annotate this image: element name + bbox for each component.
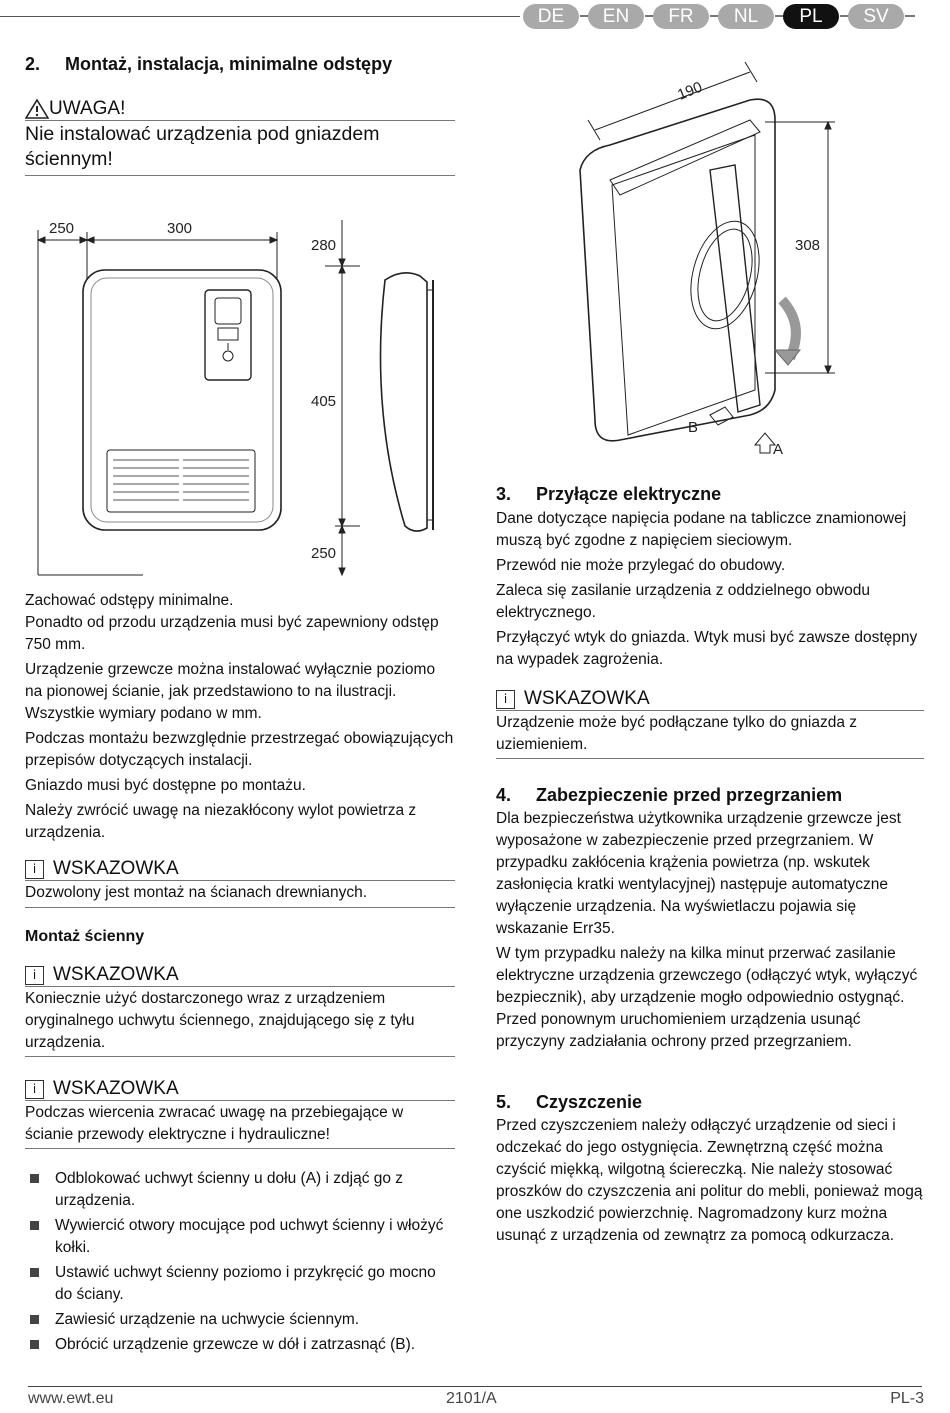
section-title: Czyszczenie [536, 1092, 643, 1112]
paragraph: W tym przypadku należy na kilka minut przerwać zasilanie elektryczne urządzenia grzewczego (odłączyć wtyk, wyłączyć bezpiecznik), aby urządzenie mogło odpowiednio ostygnąć. [496, 945, 918, 1006]
section-number: 2. [25, 54, 41, 74]
section-4-heading [496, 785, 842, 806]
note-label: WSKAZOWKA [53, 1078, 179, 1099]
section-title: Montaż, instalacja, minimalne odstępy [65, 54, 393, 74]
dim-label: 190 [675, 78, 705, 104]
paragraph: Przyłączyć wtyk do gniazda. Wtyk musi być zawsze dostępny na wypadek zagrożenia. [496, 629, 918, 668]
section-5-body [496, 1115, 926, 1250]
label-b: B [688, 419, 699, 436]
section-number: 3. [496, 484, 512, 504]
paragraph: Zaleca się zasilanie urządzenia z oddzielnego obwodu elektrycznego. [496, 582, 870, 621]
list-item: Zawiesić urządzenie na uchwycie ściennym. [25, 1309, 455, 1331]
list-item: Ustawić uchwyt ścienny poziomo i przykręcić go mocno do ściany. [25, 1262, 455, 1306]
clearance-diagram [25, 210, 465, 585]
rule [496, 710, 924, 711]
warning-heading [25, 98, 125, 120]
mounting-steps [25, 1168, 455, 1359]
lang-tab-de[interactable]: DE [523, 4, 579, 29]
section-title: Przyłącze elektryczne [536, 484, 722, 504]
paragraph-line: Zachować odstępy minimalne. [25, 592, 234, 609]
footer-rule [28, 1386, 922, 1387]
warning-text: Nie instalować urządzenia pod gniazdem ściennym! [25, 123, 380, 170]
section-3-body [496, 508, 926, 674]
rule [25, 175, 455, 176]
list-item: Odblokować uchwyt ścienny u dołu (A) i zdjąć go z urządzenia. [25, 1168, 455, 1212]
section-title: Zabezpieczenie przed przegrzaniem [536, 785, 843, 805]
paragraph: Przed czyszczeniem należy odłączyć urządzenie od sieci i odczekać do jego ostygnięcia. Zewnętrzną część można czyścić miękką, wilgotną ściereczką. Nie należy stosować proszków do czyszczenia ani politur do mebli, ponieważ mogą one uszkodzić powierzchnię. Nagromadzony kurz można usunąć z urządzenia od zewnątrz za pomocą odkurzacza. [496, 1117, 923, 1244]
info-icon: i [25, 860, 44, 879]
footer-page-number: PL-3 [890, 1390, 924, 1407]
section-number: 5. [496, 1092, 512, 1112]
section-2-body [25, 590, 455, 847]
note-text: Podczas wiercenia zwracać uwagę na przebiegające w ścianie przewody elektryczne i hydrauliczne! [25, 1104, 404, 1143]
paragraph: Urządzenie grzewcze można instalować wyłącznie poziomo na pionowej ścianie, jak przedstawiono to na ilustracji. Wszystkie wymiary podano w mm. [25, 661, 436, 722]
note-text: Dozwolony jest montaż na ścianach drewnianych. [25, 884, 368, 901]
paragraph: Dla bezpieczeństwa użytkownika urządzenie grzewcze jest wyposażone w zabezpieczenie przed przegrzaniem. W przypadku zakłócenia krążenia powietrza (np. wskutek zasłonięcia kratki wentylacyjnej) następuje automatyczne wyłączenie urządzenia. Na wyświetlaczu pojawia się wskazanie Err35. [496, 810, 901, 937]
rule [496, 758, 924, 759]
paragraph: Podczas montażu bezwzględnie przestrzegać obowiązujących przepisów dotyczących instalacji. [25, 730, 454, 769]
note-text: Koniecznie użyć dostarczonego wraz z urządzeniem oryginalnego uchwytu ściennego, znajdującego się z tyłu urządzenia. [25, 990, 415, 1051]
dim-label: 405 [311, 393, 337, 410]
rule [25, 986, 455, 987]
paragraph: Przed ponownym uruchomieniem urządzenia usunąć przyczyny zadziałania ochrony przed przegrzaniem. [496, 1011, 861, 1050]
section-3-heading [496, 484, 721, 505]
subheading-wall-mount: Montaż ścienny [25, 928, 145, 945]
note-text: Urządzenie może być podłączane tylko do gniazda z uziemieniem. [496, 714, 858, 753]
tab-divider [905, 15, 915, 17]
rule [25, 880, 455, 881]
note-heading [25, 858, 179, 880]
paragraph [25, 590, 455, 656]
footer-code: 2101/A [446, 1390, 497, 1407]
rule [25, 120, 455, 121]
footer-website[interactable]: www.ewt.eu [28, 1390, 114, 1407]
note-label: WSKAZOWKA [524, 688, 650, 709]
info-icon: i [25, 966, 44, 985]
dim-label: 250 [311, 545, 337, 562]
rule [25, 907, 455, 908]
warning-label: UWAGA! [49, 98, 126, 119]
lang-tab-sv[interactable]: SV [848, 4, 904, 29]
section-number: 4. [496, 785, 512, 805]
paragraph: Przewód nie może przylegać do obudowy. [496, 557, 786, 574]
list-item: Wywiercić otwory mocujące pod uchwyt ścienny i włożyć kołki. [25, 1215, 455, 1259]
note-heading [25, 964, 179, 986]
paragraph-line: Ponadto od przodu urządzenia musi być zapewniony odstęp 750 mm. [25, 614, 439, 653]
dim-label: 280 [311, 237, 337, 254]
note-heading [25, 1078, 179, 1100]
note-label: WSKAZOWKA [53, 858, 179, 879]
note-heading [496, 688, 650, 710]
info-icon: i [496, 690, 515, 709]
section-4-body [496, 808, 926, 1056]
dim-label: 300 [167, 220, 193, 237]
paragraph: Dane dotyczące napięcia podane na tabliczce znamionowej muszą być zgodne z napięciem sieciowym. [496, 510, 907, 549]
paragraph: Należy zwrócić uwagę na niezakłócony wylot powietrza z urządzenia. [25, 802, 417, 841]
list-item: Obrócić urządzenie grzewcze w dół i zatrzasnąć (B). [25, 1334, 455, 1356]
lang-tab-pl[interactable]: PL [783, 4, 839, 29]
lang-tab-en[interactable]: EN [588, 4, 644, 29]
note-label: WSKAZOWKA [53, 964, 179, 985]
rule [25, 1148, 455, 1149]
rule [25, 1100, 455, 1101]
lang-tab-nl[interactable]: NL [718, 4, 774, 29]
lang-tab-fr[interactable]: FR [653, 4, 709, 29]
rule [25, 1056, 455, 1057]
section-2-heading [25, 54, 392, 75]
dim-label: 250 [49, 220, 75, 237]
label-a: A [773, 441, 784, 458]
bracket-diagram [550, 60, 850, 460]
warning-triangle-icon [25, 99, 49, 119]
paragraph: Gniazdo musi być dostępne po montażu. [25, 777, 306, 794]
header-rule [0, 16, 520, 17]
info-icon: i [25, 1080, 44, 1099]
dim-label: 308 [795, 237, 821, 254]
section-5-heading [496, 1092, 642, 1113]
